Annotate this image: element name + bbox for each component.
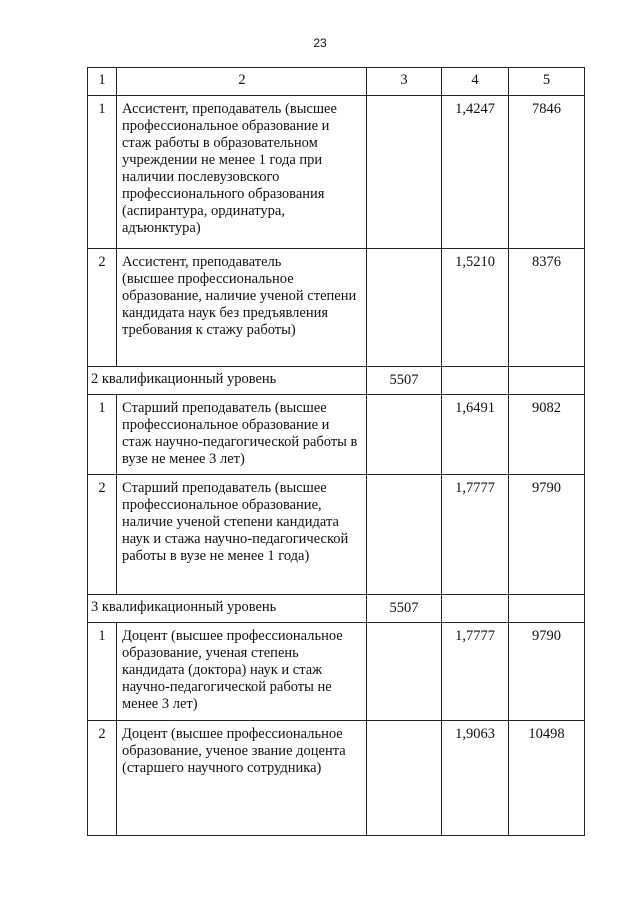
row-number: 2 xyxy=(88,721,117,836)
position-description: Ассистент, преподаватель (высшее профессиональное образование и стаж работы в образовательном учреждении не менее 1 года при наличии послевузовского профессионального образования (аспирантура, ординатура, адъюнктура) xyxy=(117,96,367,249)
position-description: Старший преподаватель (высшее профессиональное образование и стаж научно-педагогической работы в вузе не менее 3 лет) xyxy=(117,395,367,475)
row-number: 1 xyxy=(88,395,117,475)
table-row xyxy=(88,395,585,475)
salary-cell: 10498 xyxy=(509,721,585,836)
coefficient-cell: 1,4247 xyxy=(442,96,509,249)
position-description: Доцент (высшее профессиональное образование, ученое звание доцента (старшего научного сотрудника) xyxy=(117,721,367,836)
row-number: 1 xyxy=(88,96,117,249)
header-cell-col2: 2 xyxy=(117,68,367,96)
salary-cell: 7846 xyxy=(509,96,585,249)
coefficient-cell xyxy=(442,367,509,395)
position-description: Ассистент, преподаватель (высшее профессиональное образование, наличие ученой степени кандидата наук без предъявления требования к стажу работы) xyxy=(117,249,367,367)
base-salary-cell: 5507 xyxy=(367,367,442,395)
table-row xyxy=(88,475,585,595)
row-number: 2 xyxy=(88,249,117,367)
salary-table xyxy=(87,67,585,836)
coefficient-cell: 1,6491 xyxy=(442,395,509,475)
row-number: 1 xyxy=(88,623,117,721)
header-cell-col3: 3 xyxy=(367,68,442,96)
table-row xyxy=(88,249,585,367)
position-description: Старший преподаватель (высшее профессиональное образование, наличие ученой степени кандидата наук и стажа научно-педагогической работы в вузе не менее 1 года) xyxy=(117,475,367,595)
header-cell-col5: 5 xyxy=(509,68,585,96)
salary-cell: 9082 xyxy=(509,395,585,475)
base-salary-cell: 5507 xyxy=(367,595,442,623)
header-cell-col4: 4 xyxy=(442,68,509,96)
base-salary-cell xyxy=(367,721,442,836)
coefficient-cell: 1,7777 xyxy=(442,475,509,595)
table-row xyxy=(88,96,585,249)
header-cell-col1: 1 xyxy=(88,68,117,96)
base-salary-cell xyxy=(367,623,442,721)
qualification-level-row xyxy=(88,595,585,623)
row-number: 2 xyxy=(88,475,117,595)
coefficient-cell xyxy=(442,595,509,623)
salary-cell xyxy=(509,595,585,623)
base-salary-cell xyxy=(367,96,442,249)
table-row xyxy=(88,623,585,721)
coefficient-cell: 1,7777 xyxy=(442,623,509,721)
position-description: Доцент (высшее профессиональное образование, ученая степень кандидата (доктора) наук и стаж научно-педагогической работы не менее 3 лет) xyxy=(117,623,367,721)
qualification-level-row xyxy=(88,367,585,395)
salary-cell: 9790 xyxy=(509,475,585,595)
salary-cell: 8376 xyxy=(509,249,585,367)
qualification-level-label: 2 квалификационный уровень xyxy=(88,367,367,395)
coefficient-cell: 1,9063 xyxy=(442,721,509,836)
base-salary-cell xyxy=(367,475,442,595)
table-row xyxy=(88,721,585,836)
base-salary-cell xyxy=(367,395,442,475)
salary-cell: 9790 xyxy=(509,623,585,721)
salary-cell xyxy=(509,367,585,395)
qualification-level-label: 3 квалификационный уровень xyxy=(88,595,367,623)
coefficient-cell: 1,5210 xyxy=(442,249,509,367)
page-number: 23 xyxy=(313,36,327,50)
base-salary-cell xyxy=(367,249,442,367)
table-header-row xyxy=(88,68,585,96)
